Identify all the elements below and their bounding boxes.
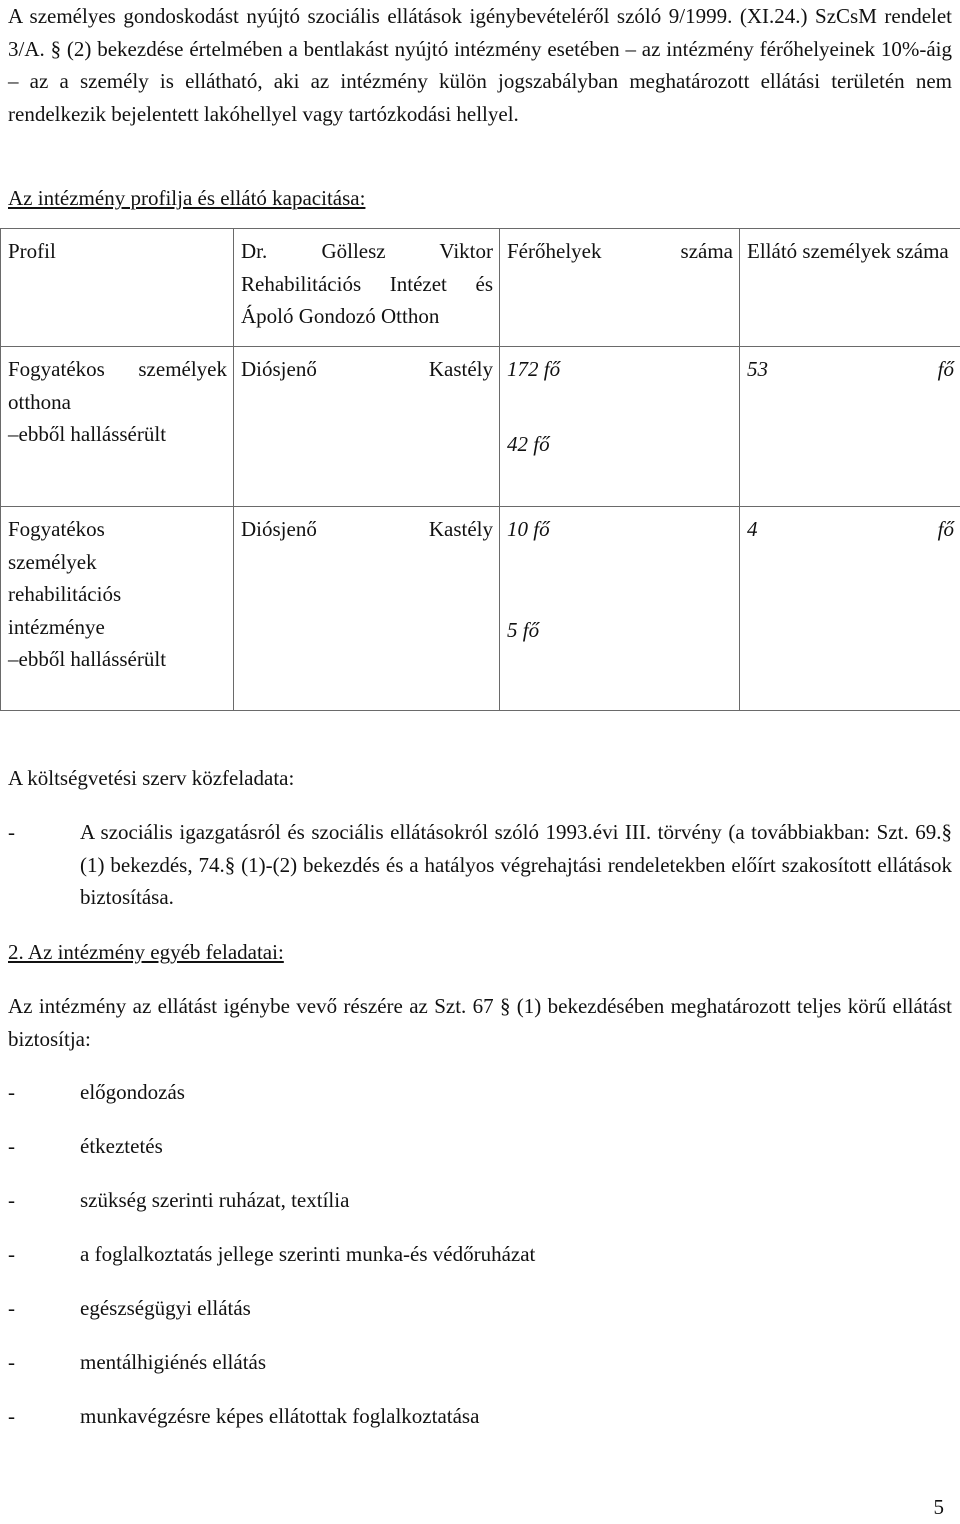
row2-location: Diósjenő Kastély [234,507,500,711]
service-text: munkavégzésre képes ellátottak foglalkoztatása [80,1404,480,1428]
tasks-heading: A költségvetési szerv közfeladata: [8,766,295,790]
service-text: előgondozás [80,1080,185,1104]
capacity-table [0,228,960,711]
list-item: - egészségügyi ellátás [8,1292,952,1346]
service-text: mentálhigiénés ellátás [80,1350,267,1374]
row1-staff: 53 fő [740,347,960,507]
table-row [1,347,960,507]
header-staff: Ellátó személyek száma [740,229,960,347]
intro-paragraph: A személyes gondoskodást nyújtó szociális ellátások igénybevételéről szóló 9/1999. (XI.24.) SzCsM rendelet 3/A. § (2) bekezdése értelmében a bentlakást nyújtó intézmény esetében – az intézmény férőhelyeinek 10%-áig – az a személy is ellátható, aki az intézmény külön jogszabályban meghatározott ellátási területén nem rendelkezik bejelentett lakóhellyel vagy tartózkodási hellyel. [8,4,952,126]
other-tasks-heading: 2. Az intézmény egyéb feladatai: [8,940,284,964]
table-row [1,507,960,711]
row2-profile: Fogyatékos személyek rehabilitációs intézménye –ebből hallássérült [1,507,234,711]
list-item: - mentálhigiénés ellátás [8,1346,952,1400]
row1-location: Diósjenő Kastély [234,347,500,507]
list-item: - a foglalkoztatás jellege szerinti munka-és védőruházat [8,1238,952,1292]
row2-places: 10 fő 5 fő [500,507,740,711]
service-text: egészségügyi ellátás [80,1296,251,1320]
list-item [8,816,952,914]
row1-profile: Fogyatékos személyek otthona –ebből hallássérült [1,347,234,507]
row2-staff: 4 fő [740,507,960,711]
page-number: 5 [933,1495,944,1519]
service-text: a foglalkoztatás jellege szerinti munka-és védőruházat [80,1242,536,1266]
header-profile: Profil [1,229,234,347]
table-header-row [1,229,960,347]
row1-places: 172 fő 42 fő [500,347,740,507]
services-list [8,1076,952,1454]
other-tasks-intro: Az intézmény az ellátást igénybe vevő részére az Szt. 67 § (1) bekezdésében meghatározott teljes körű ellátást biztosítja: [8,994,952,1051]
list-item: - munkavégzésre képes ellátottak foglalkoztatása [8,1400,952,1454]
header-places: Férőhelyek száma [500,229,740,347]
list-dash: - [8,820,15,844]
list-item: - étkeztetés [8,1130,952,1184]
list-item: - szükség szerinti ruházat, textília [8,1184,952,1238]
header-institution: Dr. Göllesz Viktor Rehabilitációs Intézet és Ápoló Gondozó Otthon [234,229,500,347]
task-text: A szociális igazgatásról és szociális ellátásokról szóló 1993.évi III. törvény (a továbbiakban: Szt. 69.§ (1) bekezdés, 74.§ (1)-(2) bekezdés és a hatályos végrehajtási rendeletekben előírt szakosított ellátások biztosítása. [80,820,952,909]
capacity-heading: Az intézmény profilja és ellátó kapacitása: [8,186,366,210]
service-text: étkeztetés [80,1134,163,1158]
list-item: - előgondozás [8,1076,952,1130]
tasks-list [8,816,952,914]
service-text: szükség szerinti ruházat, textília [80,1188,350,1212]
